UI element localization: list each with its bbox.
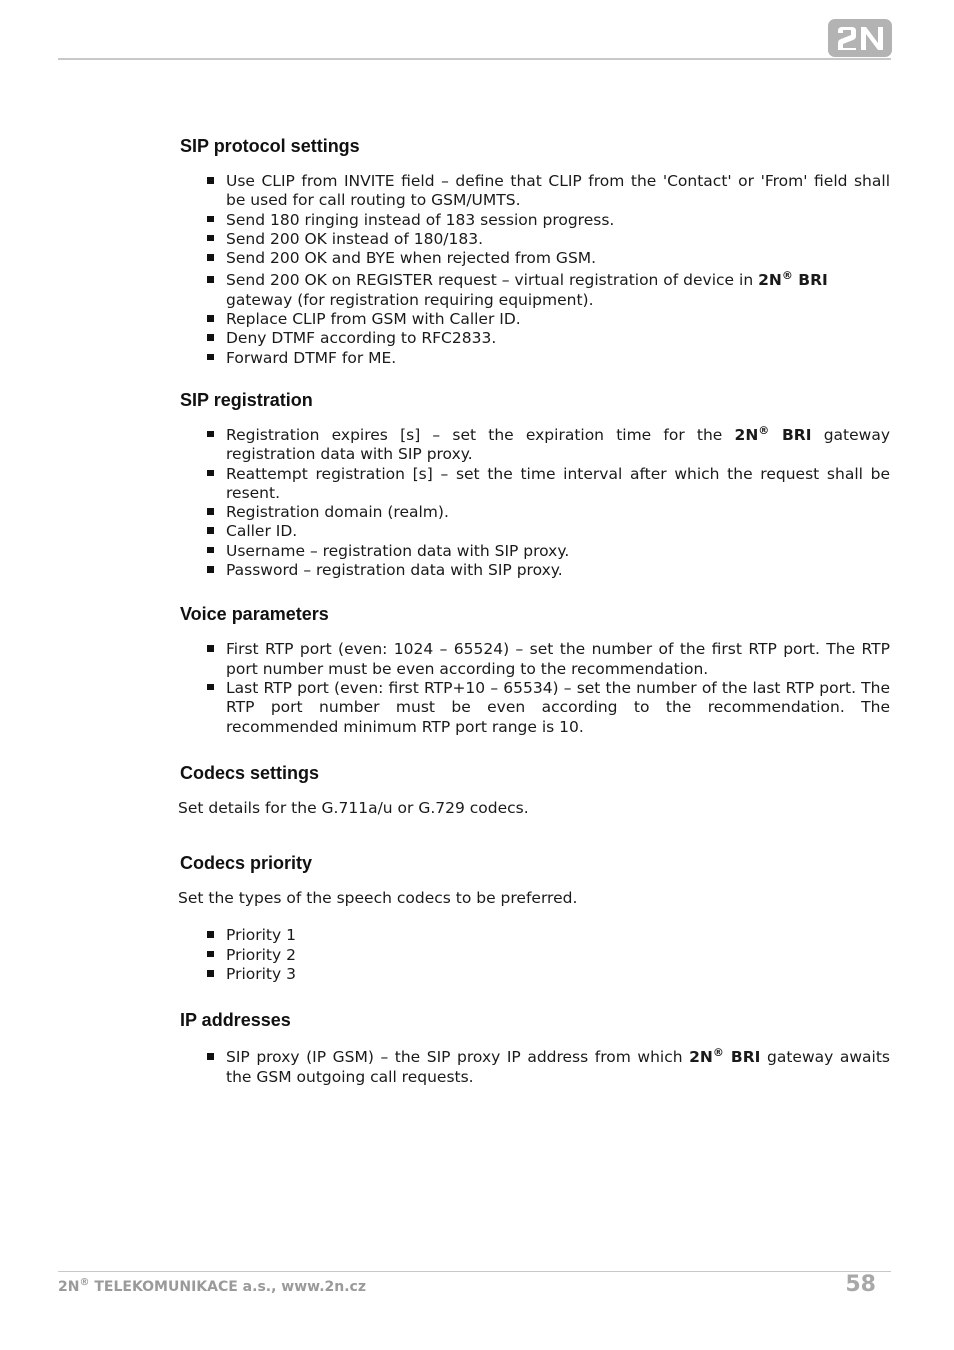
list-item	[226, 1048, 890, 1087]
footer-company: 2N® TELEKOMUNIKACE a.s., www.2n.cz	[58, 1277, 366, 1295]
item-text: SIP proxy (IP GSM) – the SIP proxy IP address from which	[226, 1048, 690, 1067]
list-item: Registration domain (realm).	[226, 503, 890, 522]
codecs-priority-section	[178, 849, 890, 984]
item-text: gateway registration data with SIP proxy.	[226, 425, 890, 464]
section-title: Codecs priority	[180, 853, 313, 874]
item-text: Send 200 OK on REGISTER request – virtual registration of device in	[226, 271, 759, 290]
bullet-list	[178, 926, 890, 984]
document-body	[178, 132, 890, 1087]
list-item: Priority 2	[226, 946, 890, 965]
list-item: Caller ID.	[226, 522, 890, 541]
bullet-list	[178, 172, 890, 368]
list-item: Reattempt registration [s] – set the time interval after which the request shall be resent.	[226, 464, 890, 502]
bullet-list	[178, 640, 890, 736]
section-title: IP addresses	[180, 1010, 291, 1031]
item-text: gateway awaits the GSM outgoing call requests.	[226, 1048, 890, 1086]
list-item: Deny DTMF according to RFC2833.	[226, 329, 890, 348]
bullet-list	[178, 1048, 890, 1087]
section-title: SIP registration	[180, 389, 313, 410]
brand-name: 2N® BRI	[734, 423, 812, 444]
bullet-list	[178, 423, 890, 580]
list-item: Replace CLIP from GSM with Caller ID.	[226, 310, 890, 329]
brand-name: 2N® BRI	[758, 269, 828, 290]
section-title: SIP protocol settings	[180, 136, 360, 156]
section-title: Codecs settings	[180, 762, 320, 783]
ip-addresses-section	[178, 1006, 890, 1087]
voice-parameters-section	[178, 600, 890, 736]
section-text: Set the types of the speech codecs to be preferred.	[178, 889, 578, 908]
section-text: Set details for the G.711a/u or G.729 codecs.	[178, 798, 529, 817]
list-item: Use CLIP from INVITE field – define that CLIP from the 'Contact' or 'From' field shall be used for call routing to GSM/UMTS.	[226, 172, 890, 210]
item-text: gateway (for registration requiring equipment).	[226, 290, 594, 309]
list-item: Last RTP port (even: first RTP+10 – 65534) – set the number of the last RTP port. The RTP port number must be even according to the recommendation. The recommended minimum RTP port range is 10.	[226, 678, 890, 736]
list-item	[226, 423, 890, 465]
list-item: Send 200 OK and BYE when rejected from GSM.	[226, 249, 890, 268]
list-item: Password – registration data with SIP proxy.	[226, 561, 890, 580]
list-item: Priority 3	[226, 965, 890, 984]
list-item: Forward DTMF for ME.	[226, 349, 890, 368]
list-item: Send 200 OK instead of 180/183.	[226, 230, 890, 249]
footer-rule	[58, 1271, 891, 1272]
item-text: Registration expires [s] – set the expiration time for the	[226, 425, 735, 444]
list-item	[226, 271, 890, 310]
sip-protocol-section	[178, 132, 890, 368]
list-item: First RTP port (even: 1024 – 65524) – set the number of the first RTP port. The RTP port number must be even according to the recommendation.	[226, 640, 890, 678]
codecs-settings-section	[178, 759, 890, 818]
header-rule	[58, 58, 891, 60]
list-item: Priority 1	[226, 926, 890, 945]
2n-logo-icon	[828, 19, 892, 57]
list-item: Username – registration data with SIP proxy.	[226, 542, 890, 561]
page-number: 58	[845, 1272, 876, 1297]
list-item: Send 180 ringing instead of 183 session progress.	[226, 211, 890, 230]
brand-name: 2N® BRI	[689, 1046, 761, 1067]
section-title: Voice parameters	[180, 604, 329, 625]
sip-registration-section	[178, 386, 890, 580]
